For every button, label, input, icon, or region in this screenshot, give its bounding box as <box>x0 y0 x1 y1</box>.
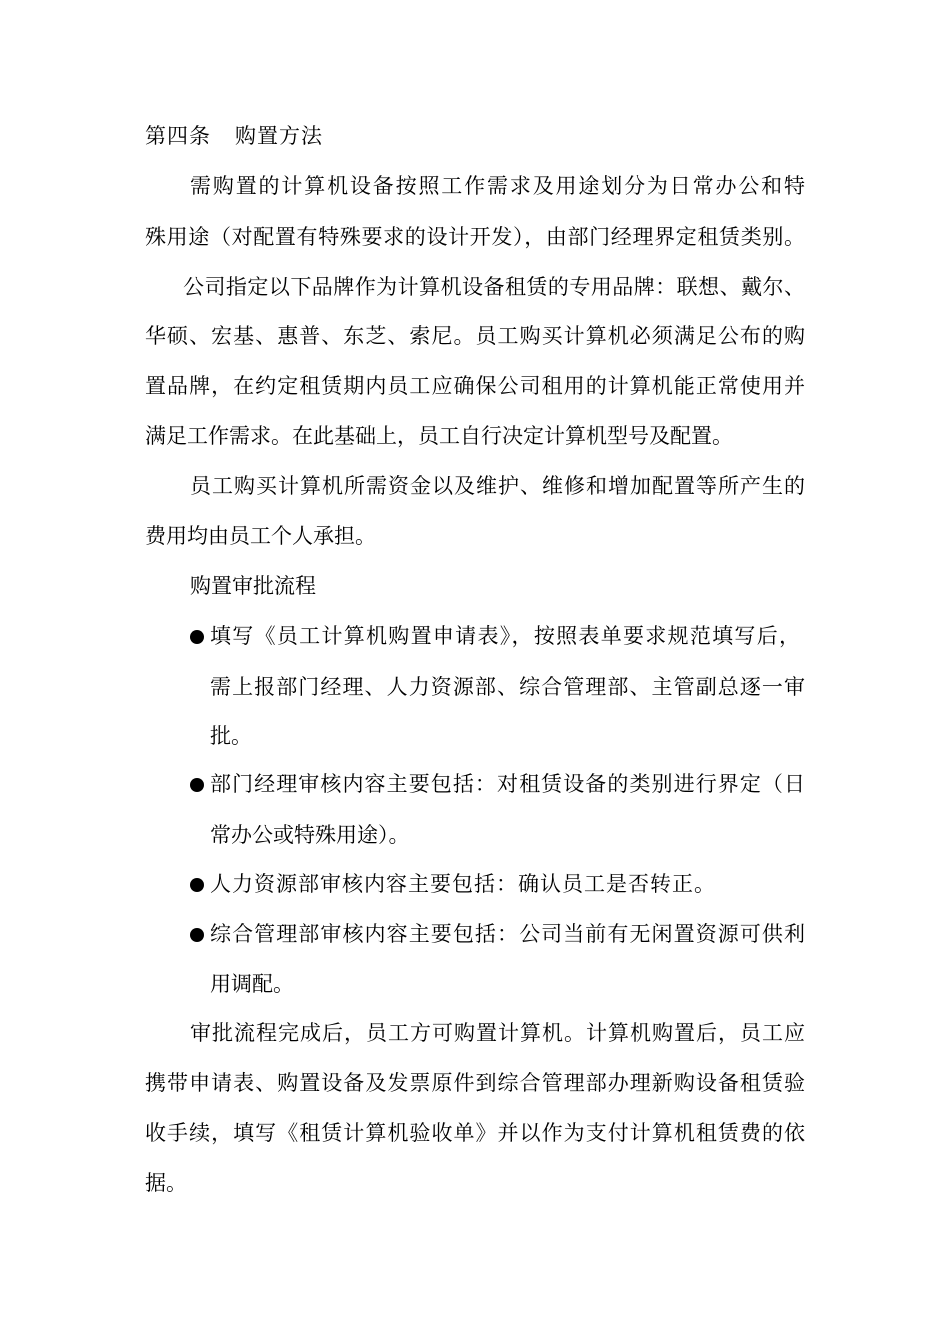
subheading: 购置审批流程 <box>190 574 316 598</box>
paragraph-line: 费用均由员工个人承担。 <box>145 524 376 548</box>
bullet-line: 批。 <box>210 724 252 748</box>
paragraph-line: 华硕、宏基、惠普、东芝、索尼。员工购买计算机必须满足公布的购 <box>145 324 805 348</box>
bullet-dot <box>190 778 204 792</box>
bullet-line: 需上报部门经理、人力资源部、综合管理部、主管副总逐一审 <box>210 675 805 699</box>
bullet-dot <box>190 928 204 942</box>
paragraph-line: 收手续，填写《租赁计算机验收单》并以作为支付计算机租赁费的依 <box>145 1121 805 1145</box>
bullet-dot <box>190 630 204 644</box>
paragraph-line: 置品牌，在约定租赁期内员工应确保公司租用的计算机能正常使用并 <box>145 374 805 398</box>
bullet-dot <box>190 878 204 892</box>
paragraph-line: 公司指定以下品牌作为计算机设备租赁的专用品牌：联想、戴尔、 <box>183 275 805 299</box>
paragraph-line: 需购置的计算机设备按照工作需求及用途划分为日常办公和特 <box>190 174 805 198</box>
paragraph-line: 满足工作需求。在此基础上，员工自行决定计算机型号及配置。 <box>145 424 733 448</box>
bullet-line: 填写《员工计算机购置申请表》，按照表单要求规范填写后， <box>210 624 800 648</box>
paragraph-line: 审批流程完成后，员工方可购置计算机。计算机购置后，员工应 <box>190 1021 805 1045</box>
section-title: 购置方法 <box>235 124 323 148</box>
section-number: 第四条 <box>145 124 211 148</box>
paragraph-line: 据。 <box>145 1171 187 1195</box>
bullet-line: 人力资源部审核内容主要包括：确认员工是否转正。 <box>210 872 715 896</box>
bullet-line: 常办公或特殊用途）。 <box>210 823 410 847</box>
bullet-line: 部门经理审核内容主要包括：对租赁设备的类别进行界定（日 <box>210 772 805 796</box>
paragraph-line: 员工购买计算机所需资金以及维护、维修和增加配置等所产生的 <box>190 474 805 498</box>
paragraph-line: 殊用途（对配置有特殊要求的设计开发），由部门经理界定租赁类别。 <box>145 225 805 249</box>
bullet-line: 综合管理部审核内容主要包括：公司当前有无闲置资源可供利 <box>210 922 805 946</box>
paragraph-line: 携带申请表、购置设备及发票原件到综合管理部办理新购设备租赁验 <box>145 1071 805 1095</box>
section-heading <box>145 122 323 150</box>
bullet-line: 用调配。 <box>210 972 294 996</box>
